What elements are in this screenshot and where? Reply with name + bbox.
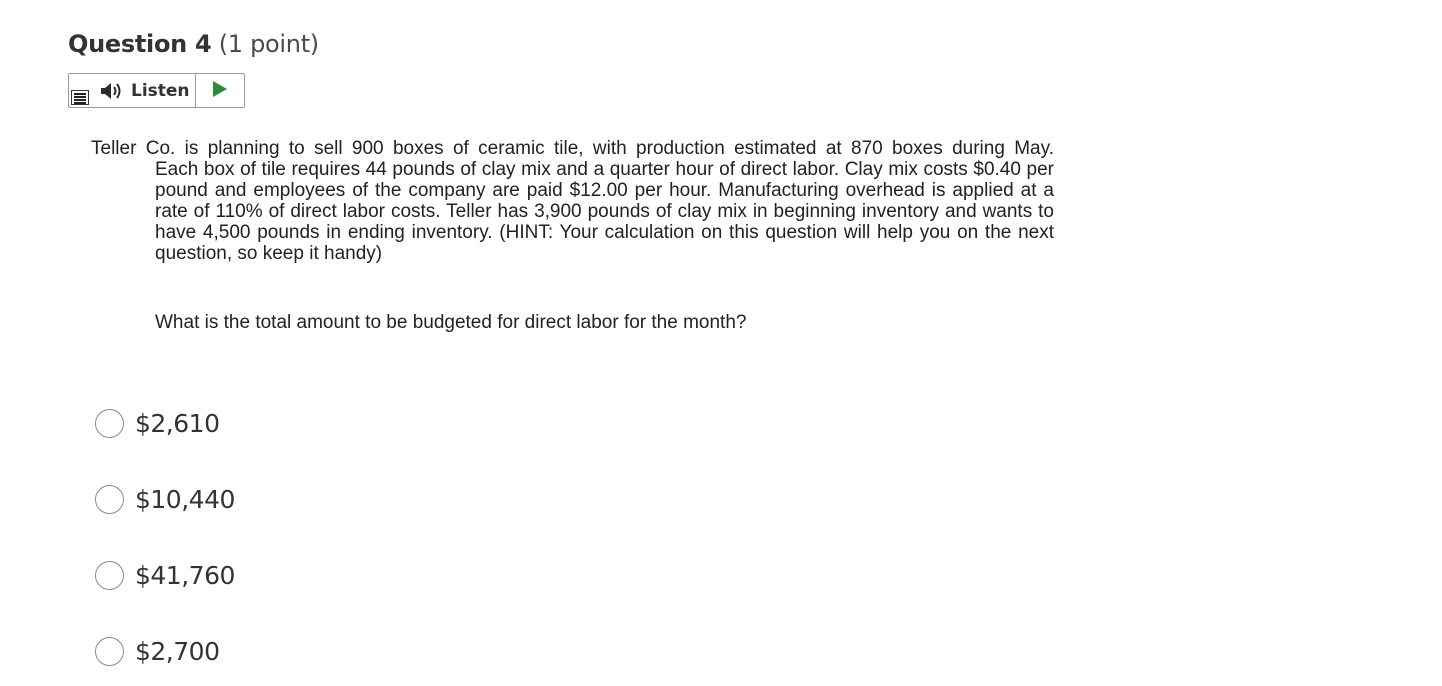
answer-option-label: $2,610 (135, 409, 220, 438)
answer-option-label: $2,700 (135, 637, 220, 666)
answer-option[interactable] (95, 637, 219, 666)
play-icon (212, 80, 228, 102)
menu-icon[interactable] (71, 90, 89, 105)
question-passage (91, 138, 1054, 264)
question-number: Question 4 (68, 30, 212, 58)
radio-button[interactable] (95, 637, 124, 666)
radio-button[interactable] (95, 409, 124, 438)
listen-label: Listen (131, 80, 190, 101)
play-button[interactable] (196, 74, 244, 107)
passage-first-line: Teller Co. is planning to sell 900 boxes of ceramic tile, with production estimated at 870 boxes during May. (91, 138, 1054, 159)
question-points: (1 point) (218, 30, 319, 58)
radio-button[interactable] (95, 561, 124, 590)
answer-option-label: $10,440 (135, 485, 235, 514)
passage-body: Each box of tile requires 44 pounds of clay mix and a quarter hour of direct labor. Clay mix costs $0.40 per pound and employees of the company are paid $12.00 per hour. Manufacturing overhead is applied at a rate of 110% of direct labor costs. Teller has 3,900 pounds of clay mix in beginning inventory and wants to have 4,500 pounds in ending inventory. (HINT: Your calculation on this question will help you on the next question, so keep it handy) (155, 159, 1054, 264)
answer-option-label: $41,760 (135, 561, 235, 590)
answer-option[interactable] (95, 561, 235, 590)
question-prompt: What is the total amount to be budgeted for direct labor for the month? (155, 312, 747, 333)
speaker-icon (99, 81, 125, 101)
question-title (68, 30, 319, 58)
radio-button[interactable] (95, 485, 124, 514)
answer-option[interactable] (95, 485, 235, 514)
answer-option[interactable] (95, 409, 219, 438)
listen-toolbar (68, 73, 245, 108)
